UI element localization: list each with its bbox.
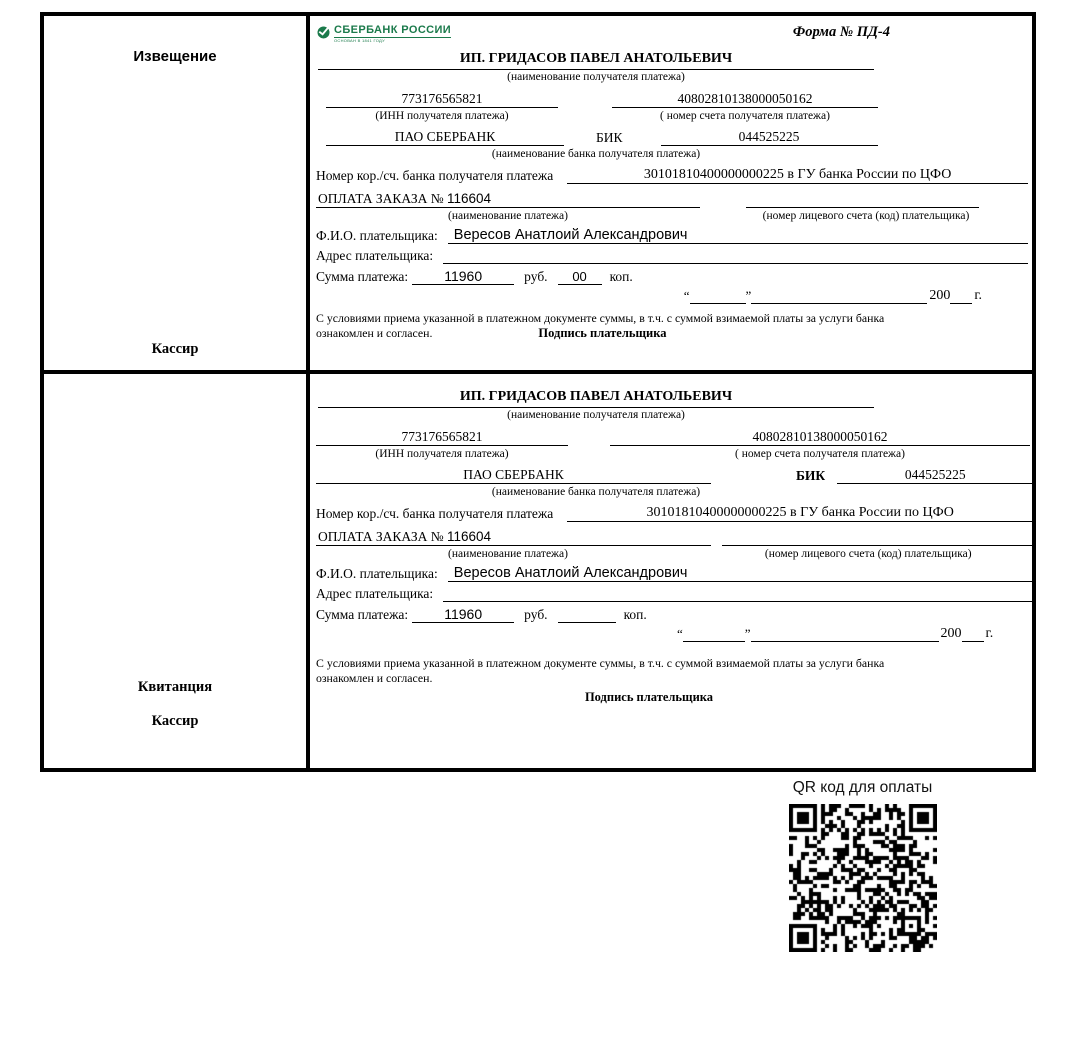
address-value	[443, 585, 1033, 602]
qr-block	[775, 779, 950, 957]
personal-account-field	[722, 530, 1032, 546]
signature-label: Подпись плательщика	[538, 326, 667, 340]
payee-inn: 773176565821	[316, 429, 568, 446]
sum-label: Сумма платежа:	[316, 607, 409, 622]
corr-account-value: 30101810400000000225 в ГУ банка России по ЦФО	[567, 505, 1033, 522]
payee-name-caption: (наименование получателя платежа)	[507, 409, 685, 421]
form-number: Форма № ПД-4	[792, 24, 890, 40]
payment-name-caption: (наименование платежа)	[448, 210, 568, 222]
receipt-section	[44, 374, 1032, 768]
fio-label: Ф.И.О. плательщика:	[316, 228, 438, 243]
payee-inn: 773176565821	[326, 91, 558, 108]
rub-label: руб.	[524, 269, 548, 284]
notice-content	[310, 16, 1032, 370]
agreement-line2: ознакомлен и согласен.	[316, 671, 433, 685]
qr-label: QR код для оплаты	[792, 779, 933, 796]
form-table	[40, 12, 1036, 772]
sum-rub-value: 11960	[412, 268, 514, 285]
payee-name: ИП. ГРИДАСОВ ПАВЕЛ АНАТОЛЬЕВИЧ	[318, 389, 874, 408]
signature-label: Подпись плательщика	[584, 690, 714, 704]
sberbank-logo-icon	[316, 24, 331, 39]
year-suffix: г.	[985, 626, 994, 641]
personal-account-field	[746, 192, 979, 208]
sum-label: Сумма платежа:	[316, 269, 409, 284]
date-line	[314, 626, 993, 642]
bank-name: ПАО СБЕРБАНК	[316, 467, 711, 484]
bank-caption: (наименование банка получателя платежа)	[491, 486, 701, 498]
receipt-label: Квитанция	[137, 679, 213, 695]
year-prefix: 200	[940, 626, 962, 641]
sberbank-logo	[316, 24, 451, 43]
date-line	[314, 288, 982, 304]
logo-tagline: ОСНОВАН В 1841 ГОДУ	[334, 38, 385, 43]
order-label: ОПЛАТА ЗАКАЗА №	[318, 191, 444, 206]
date-month-field	[751, 641, 939, 642]
logo-text: СБЕРБАНК РОССИИ	[334, 24, 452, 36]
inn-caption: (ИНН получателя платежа)	[375, 448, 509, 460]
date-day-field	[690, 303, 746, 304]
agreement-text	[316, 311, 976, 341]
kop-label: коп.	[623, 607, 647, 622]
close-quote: ”	[745, 288, 752, 303]
open-quote: “	[683, 288, 690, 303]
date-month-field	[751, 303, 927, 304]
kop-value	[558, 622, 616, 623]
agreement-text	[316, 656, 976, 686]
bank-name: ПАО СБЕРБАНК	[326, 129, 564, 146]
cashier-label: Кассир	[151, 713, 199, 729]
rub-label: руб.	[524, 607, 548, 622]
corr-account-label: Номер кор./сч. банка получателя платежа	[316, 506, 554, 521]
bik-label: БИК	[596, 130, 623, 145]
payment-name	[316, 191, 700, 208]
receipt-content	[310, 374, 1037, 768]
bank-caption: (наименование банка получателя платежа)	[491, 148, 701, 160]
date-day-field	[683, 641, 745, 642]
payee-name-caption: (наименование получателя платежа)	[507, 71, 685, 83]
year-prefix: 200	[929, 288, 951, 303]
agreement-line1: С условиями приема указанной в платежном документе суммы, в т.ч. с суммой взимаемой платы за услуги банка	[316, 656, 885, 670]
order-number: 116604	[447, 191, 492, 206]
sum-rub-value: 11960	[412, 606, 514, 623]
cashier-label: Кассир	[151, 341, 199, 357]
notice-label: Извещение	[133, 48, 217, 65]
payment-name-caption: (наименование платежа)	[448, 548, 568, 560]
year-field	[962, 641, 984, 642]
payee-name: ИП. ГРИДАСОВ ПАВЕЛ АНАТОЛЬЕВИЧ	[318, 51, 874, 70]
address-label: Адрес плательщика:	[316, 586, 434, 601]
close-quote: ”	[744, 626, 751, 641]
payee-account: 40802810138000050162	[610, 429, 1030, 446]
account-caption: ( номер счета получателя платежа)	[735, 448, 905, 460]
order-number: 116604	[447, 529, 492, 544]
agreement-line1: С условиями приема указанной в платежном документе суммы, в т.ч. с суммой взимаемой платы за услуги банка	[316, 311, 885, 325]
open-quote: “	[676, 626, 683, 641]
receipt-left-cell	[44, 374, 310, 768]
address-value	[443, 247, 1028, 264]
bik-value: 044525225	[661, 129, 878, 146]
year-suffix: г.	[974, 288, 982, 303]
personal-account-caption: (номер лицевого счета (код) плательщика)	[762, 210, 970, 222]
inn-caption: (ИНН получателя платежа)	[375, 110, 509, 122]
fio-value: Вересов Анатлоий Александрович	[448, 227, 1028, 244]
personal-account-caption: (номер лицевого счета (код) плательщика)	[764, 548, 972, 560]
payment-name	[316, 529, 711, 546]
kop-value: 00	[558, 269, 602, 285]
account-caption: ( номер счета получателя платежа)	[660, 110, 830, 122]
corr-account-value: 30101810400000000225 в ГУ банка России по ЦФО	[567, 167, 1028, 184]
fio-value: Вересов Анатлоий Александрович	[448, 565, 1033, 582]
bik-label: БИК	[796, 468, 826, 483]
address-label: Адрес плательщика:	[316, 248, 434, 263]
agreement-line2: ознакомлен и согласен.	[316, 326, 433, 340]
corr-account-label: Номер кор./сч. банка получателя платежа	[316, 168, 554, 183]
notice-left-cell	[44, 16, 310, 370]
payee-account: 40802810138000050162	[612, 91, 878, 108]
bik-value: 044525225	[837, 467, 1033, 484]
fio-label: Ф.И.О. плательщика:	[316, 566, 438, 581]
notice-section	[44, 16, 1032, 370]
kop-label: коп.	[609, 269, 633, 284]
year-field	[950, 303, 972, 304]
order-label: ОПЛАТА ЗАКАЗА №	[318, 529, 444, 544]
payment-qr-code	[789, 804, 937, 952]
